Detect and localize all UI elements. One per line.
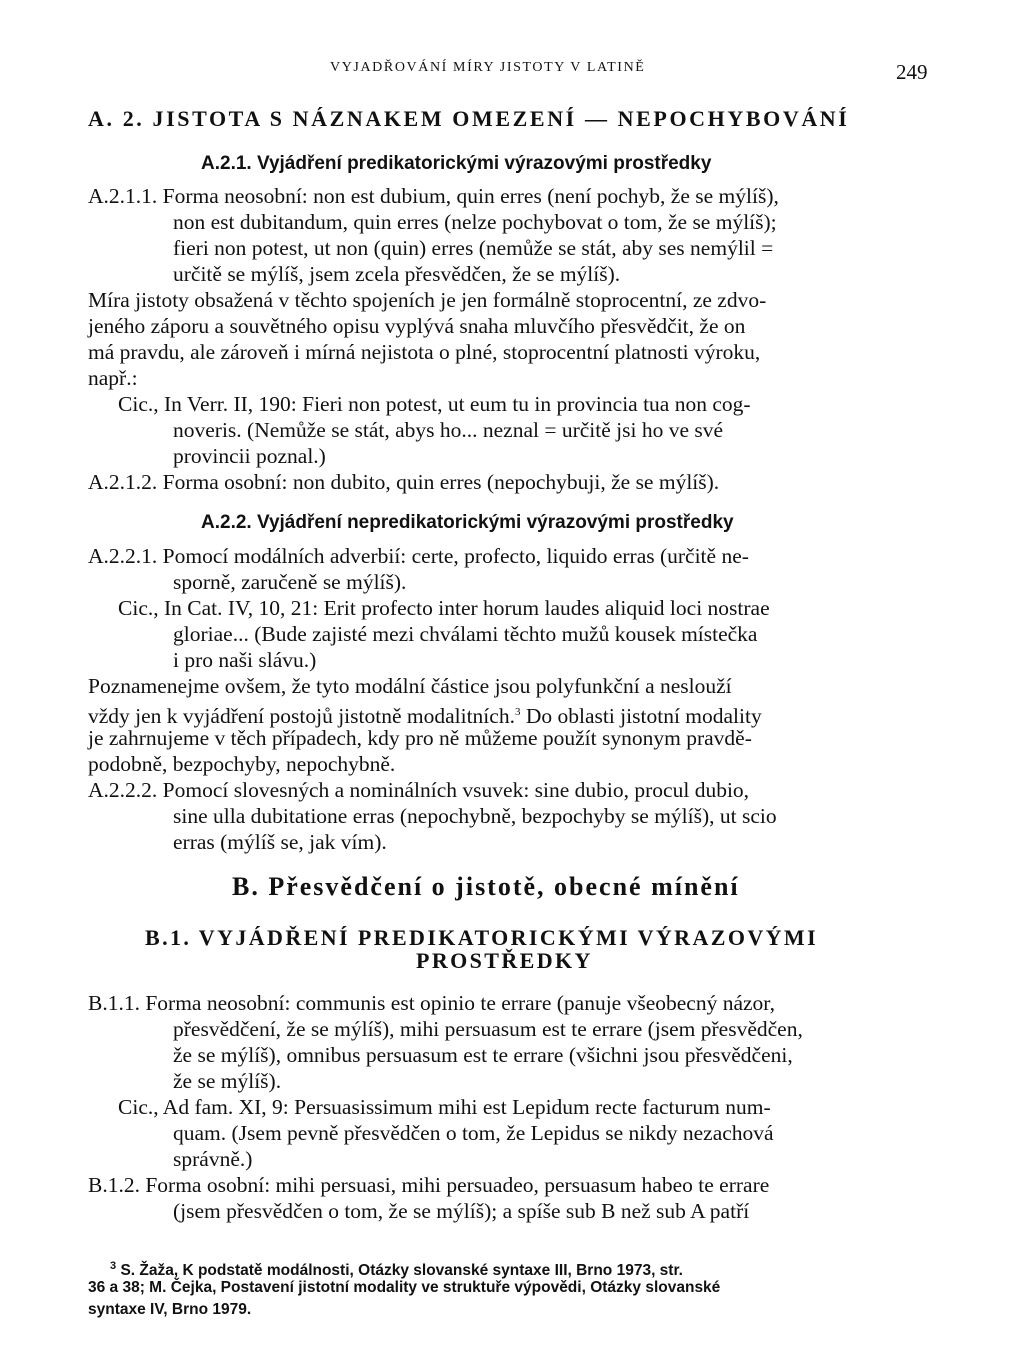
subsection-heading-a22: A.2.2. Vyjádření nepredikatorickými výrazovými prostředky bbox=[201, 512, 734, 533]
text-run: Do oblasti jistotní modality bbox=[520, 704, 762, 729]
footnote-line: 36 a 38; M. Čejka, Postavení jistotní modality ve struktuře výpovědi, Otázky slovanské bbox=[88, 1279, 721, 1296]
running-header: VYJADŘOVÁNÍ MÍRY JISTOTY V LATINĚ bbox=[330, 60, 646, 75]
text-line: Poznamenejme ovšem, že tyto modální částice jsou polyfunkční a neslouží bbox=[88, 674, 732, 698]
text-line: quam. (Jsem pevně přesvědčen o tom, že Lepidus se nikdy nezachová bbox=[173, 1121, 774, 1145]
text-line: noveris. (Nemůže se stát, abys ho... neznal = určitě jsi ho ve své bbox=[173, 418, 724, 442]
subsection-heading-b1-cont: PROSTŘEDKY bbox=[416, 948, 593, 973]
text-line: např.: bbox=[88, 366, 138, 390]
footnote-ref[interactable]: 3 bbox=[514, 706, 521, 718]
text-line: správně.) bbox=[173, 1147, 253, 1171]
text-line: (jsem přesvědčen o tom, že se mýlíš); a spíše sub B než sub A patří bbox=[173, 1199, 750, 1223]
text-run: vždy jen k vyjádření postojů jistotně modalitních. bbox=[88, 704, 515, 729]
text-line: B.1.2. Forma osobní: mihi persuasi, mihi persuadeo, persuasum habeo te errare bbox=[88, 1173, 770, 1197]
text-line: sporně, zaručeně se mýlíš). bbox=[173, 570, 407, 594]
text-line: A.2.2.1. Pomocí modálních adverbií: certe, profecto, liquido erras (určitě ne- bbox=[88, 544, 749, 568]
text-line: je zahrnujeme v těch případech, kdy pro ně můžeme použít synonym pravdě- bbox=[88, 726, 752, 750]
text-line: Cic., Ad fam. XI, 9: Persuasissimum mihi est Lepidum recte facturum num- bbox=[118, 1095, 771, 1119]
text-line: Míra jistoty obsažená v těchto spojeních je jen formálně stoprocentní, ze zdvo- bbox=[88, 288, 767, 312]
text-line: B.1.1. Forma neosobní: communis est opinio te errare (panuje všeobecný názor, bbox=[88, 991, 775, 1015]
text-line: A.2.2.2. Pomocí slovesných a nominálních vsuvek: sine dubio, procul dubio, bbox=[88, 778, 750, 802]
text-line: má pravdu, ale zároveň i mírná nejistota o plné, stoprocentní platnosti výroku, bbox=[88, 340, 761, 364]
text-line: erras (mýlíš se, jak vím). bbox=[173, 830, 387, 854]
text-line: i pro naši slávu.) bbox=[173, 648, 317, 672]
text-line: že se mýlíš). bbox=[173, 1069, 282, 1093]
section-heading-b: B. Přesvědčení o jistotě, obecné mínění bbox=[232, 872, 740, 901]
subsection-heading-a21: A.2.1. Vyjádření predikatorickými výrazovými prostředky bbox=[201, 153, 712, 174]
text-line: provincii poznal.) bbox=[173, 444, 326, 468]
text-line: Cic., In Verr. II, 190: Fieri non potest, ut eum tu in provincia tua non cog- bbox=[118, 392, 751, 416]
footnote-line: syntaxe IV, Brno 1979. bbox=[88, 1301, 252, 1318]
text-line: non est dubitandum, quin erres (nelze pochybovat o tom, že se mýlíš); bbox=[173, 210, 777, 234]
subsection-heading-b1: B.1. VYJÁDŘENÍ PREDIKATORICKÝMI VÝRAZOVÝMI bbox=[145, 925, 819, 950]
text-line: A.2.1.2. Forma osobní: non dubito, quin erres (nepochybuji, že se mýlíš). bbox=[88, 470, 720, 494]
text-line: fieri non potest, ut non (quin) erres (nemůže se stát, aby ses nemýlil = bbox=[173, 236, 774, 260]
text-line: přesvědčení, že se mýlíš), mihi persuasum est te errare (jsem přesvědčen, bbox=[173, 1017, 803, 1041]
text-line: gloriae... (Bude zajisté mezi chválami těchto mužů kousek místečka bbox=[173, 622, 758, 646]
text-line: A.2.1.1. Forma neosobní: non est dubium, quin erres (není pochyb, že se mýlíš), bbox=[88, 184, 779, 208]
footnote-text: S. Žaža, K podstatě modálnosti, Otázky slovanské syntaxe III, Brno 1973, str. bbox=[120, 1262, 683, 1280]
text-line: že se mýlíš), omnibus persuasum est te errare (všichni jsou přesvědčeni, bbox=[173, 1043, 793, 1067]
footnote-marker: 3 bbox=[110, 1260, 117, 1272]
text-line: Cic., In Cat. IV, 10, 21: Erit profecto inter horum laudes aliquid loci nostrae bbox=[118, 596, 770, 620]
page-number: 249 bbox=[896, 60, 928, 84]
text-line: jeného záporu a souvětného opisu vyplývá snaha mluvčího přesvědčit, že on bbox=[88, 314, 746, 338]
text-line: podobně, bezpochyby, nepochybně. bbox=[88, 752, 396, 776]
section-heading-a2: A. 2. JISTOTA S NÁZNAKEM OMEZENÍ — NEPOCHYBOVÁNÍ bbox=[88, 106, 850, 131]
text-line: sine ulla dubitatione erras (nepochybně, bezpochyby se mýlíš), ut scio bbox=[173, 804, 777, 828]
text-line: určitě se mýlíš, jsem zcela přesvědčen, že se mýlíš). bbox=[173, 262, 621, 286]
